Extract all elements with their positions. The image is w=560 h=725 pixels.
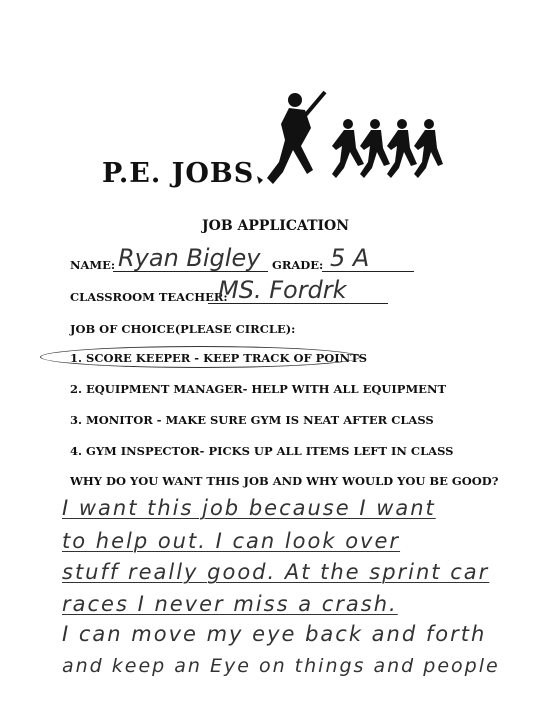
runners-icon [330,118,445,180]
job-option-1: 1. SCORE KEEPER - KEEP TRACK OF POINTS [70,351,368,365]
job-choice-label: JOB OF CHOICE(PLEASE CIRCLE): [70,322,296,336]
name-label: NAME: [70,258,116,272]
answer-line-4: races I never miss a crash. [62,592,398,616]
job-option-4: 4. GYM INSPECTOR- PICKS UP ALL ITEMS LEFT IN CLASS [70,444,454,458]
teacher-value: MS. Fordrk [218,276,347,304]
job-option-2: 2. EQUIPMENT MANAGER- HELP WITH ALL EQUIPMENT [70,382,447,396]
baseball-batter-icon [255,88,327,188]
form-subtitle: JOB APPLICATION [202,218,350,234]
teacher-label: CLASSROOM TEACHER: [70,290,228,304]
grade-label: GRADE: [272,258,324,272]
page-title: P.E. JOBS [102,158,255,189]
answer-line-2: to help out. I can look over [62,529,401,553]
answer-line-3: stuff really good. At the sprint car [62,560,490,584]
question-label: WHY DO YOU WANT THIS JOB AND WHY WOULD YOU BE GOOD? [70,474,499,488]
job-option-3: 3. MONITOR - MAKE SURE GYM IS NEAT AFTER CLASS [70,413,434,427]
answer-line-1: I want this job because I want [62,496,436,520]
name-value: Ryan Bigley [118,244,261,272]
grade-value: 5 A [330,244,370,272]
answer-line-5: I can move my eye back and forth [62,622,487,646]
answer-line-6: and keep an Eye on things and people [62,655,500,677]
